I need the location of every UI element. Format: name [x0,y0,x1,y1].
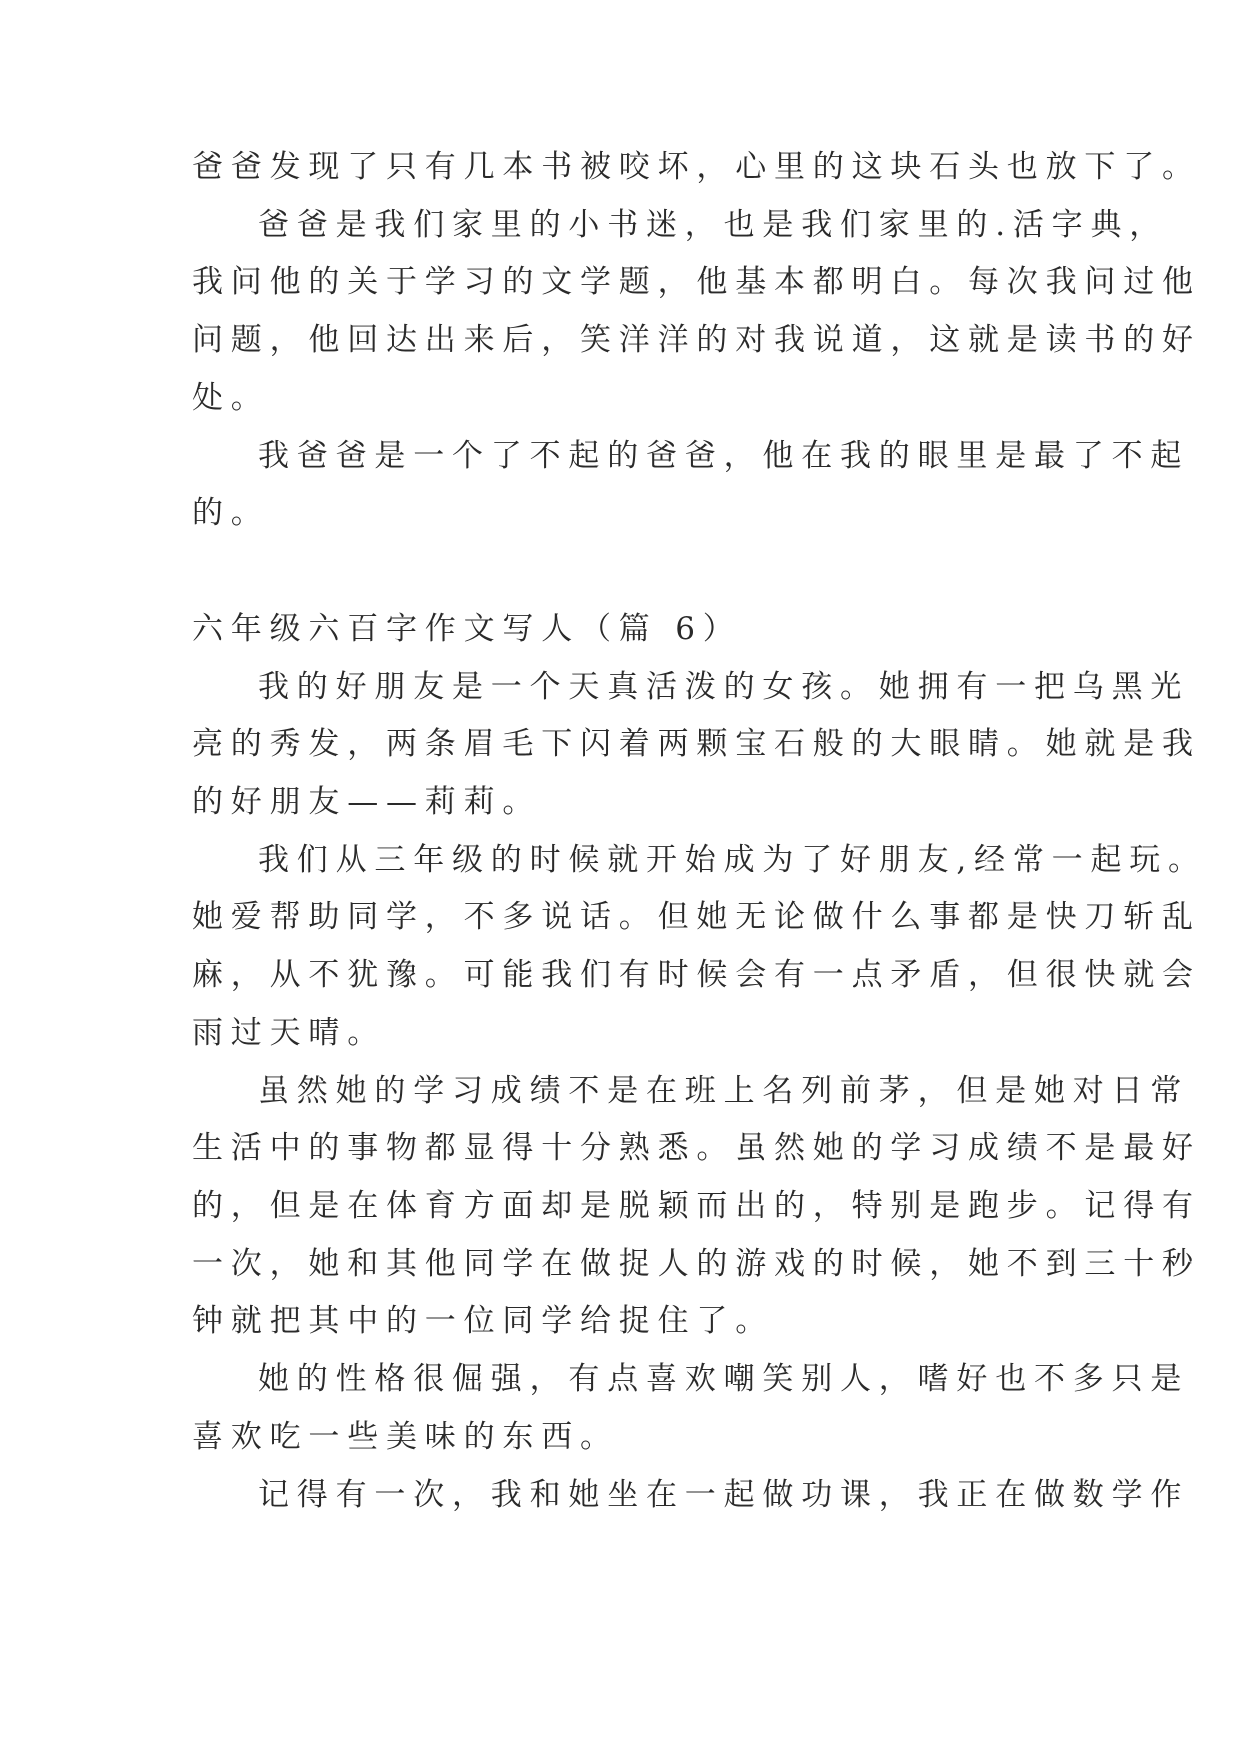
text-line: 的，但是在体育方面却是脱颖而出的，特别是跑步。记得有 [192,1188,1201,1224]
paragraph-first-line: 她的性格很倔强，有点喜欢嘲笑别人，嗜好也不多只是 [258,1361,1190,1397]
text-line: 钟就把其中的一位同学给捉住了。 [192,1303,774,1339]
text-line: 的。 [192,495,270,531]
paragraph-first-line: 我的好朋友是一个天真活泼的女孩。她拥有一把乌黑光 [258,669,1190,705]
paragraph-first-line: 我们从三年级的时候就开始成为了好朋友,经常一起玩。 [258,842,1207,878]
text-line: 的好朋友——莉莉。 [192,784,542,820]
text-line: 爸爸发现了只有几本书被咬坏，心里的这块石头也放下了。 [192,149,1201,185]
text-line: 雨过天晴。 [192,1015,386,1051]
paragraph-first-line: 虽然她的学习成绩不是在班上名列前茅，但是她对日常 [258,1073,1190,1109]
text-line: 生活中的事物都显得十分熟悉。虽然她的学习成绩不是最好 [192,1130,1201,1166]
section-heading: 六年级六百字作文写人（篇 6） [192,611,742,647]
text-line: 处。 [192,380,270,416]
paragraph-first-line: 爸爸是我们家里的小书迷，也是我们家里的.活字典， [258,207,1169,243]
paragraph-first-line: 我爸爸是一个了不起的爸爸，他在我的眼里是最了不起 [258,438,1190,474]
text-line: 亮的秀发，两条眉毛下闪着两颗宝石般的大眼睛。她就是我 [192,726,1201,762]
text-line: 她爱帮助同学，不多说话。但她无论做什么事都是快刀斩乱 [192,899,1201,935]
text-line: 喜欢吃一些美味的东西。 [192,1419,619,1455]
text-line: 一次，她和其他同学在做捉人的游戏的时候，她不到三十秒 [192,1246,1201,1282]
text-line: 问题，他回达出来后，笑洋洋的对我说道，这就是读书的好 [192,322,1201,358]
text-line: 麻，从不犹豫。可能我们有时候会有一点矛盾，但很快就会 [192,957,1201,993]
paragraph-first-line: 记得有一次，我和她坐在一起做功课，我正在做数学作 [258,1477,1190,1513]
text-line: 我问他的关于学习的文学题，他基本都明白。每次我问过他 [192,264,1201,300]
